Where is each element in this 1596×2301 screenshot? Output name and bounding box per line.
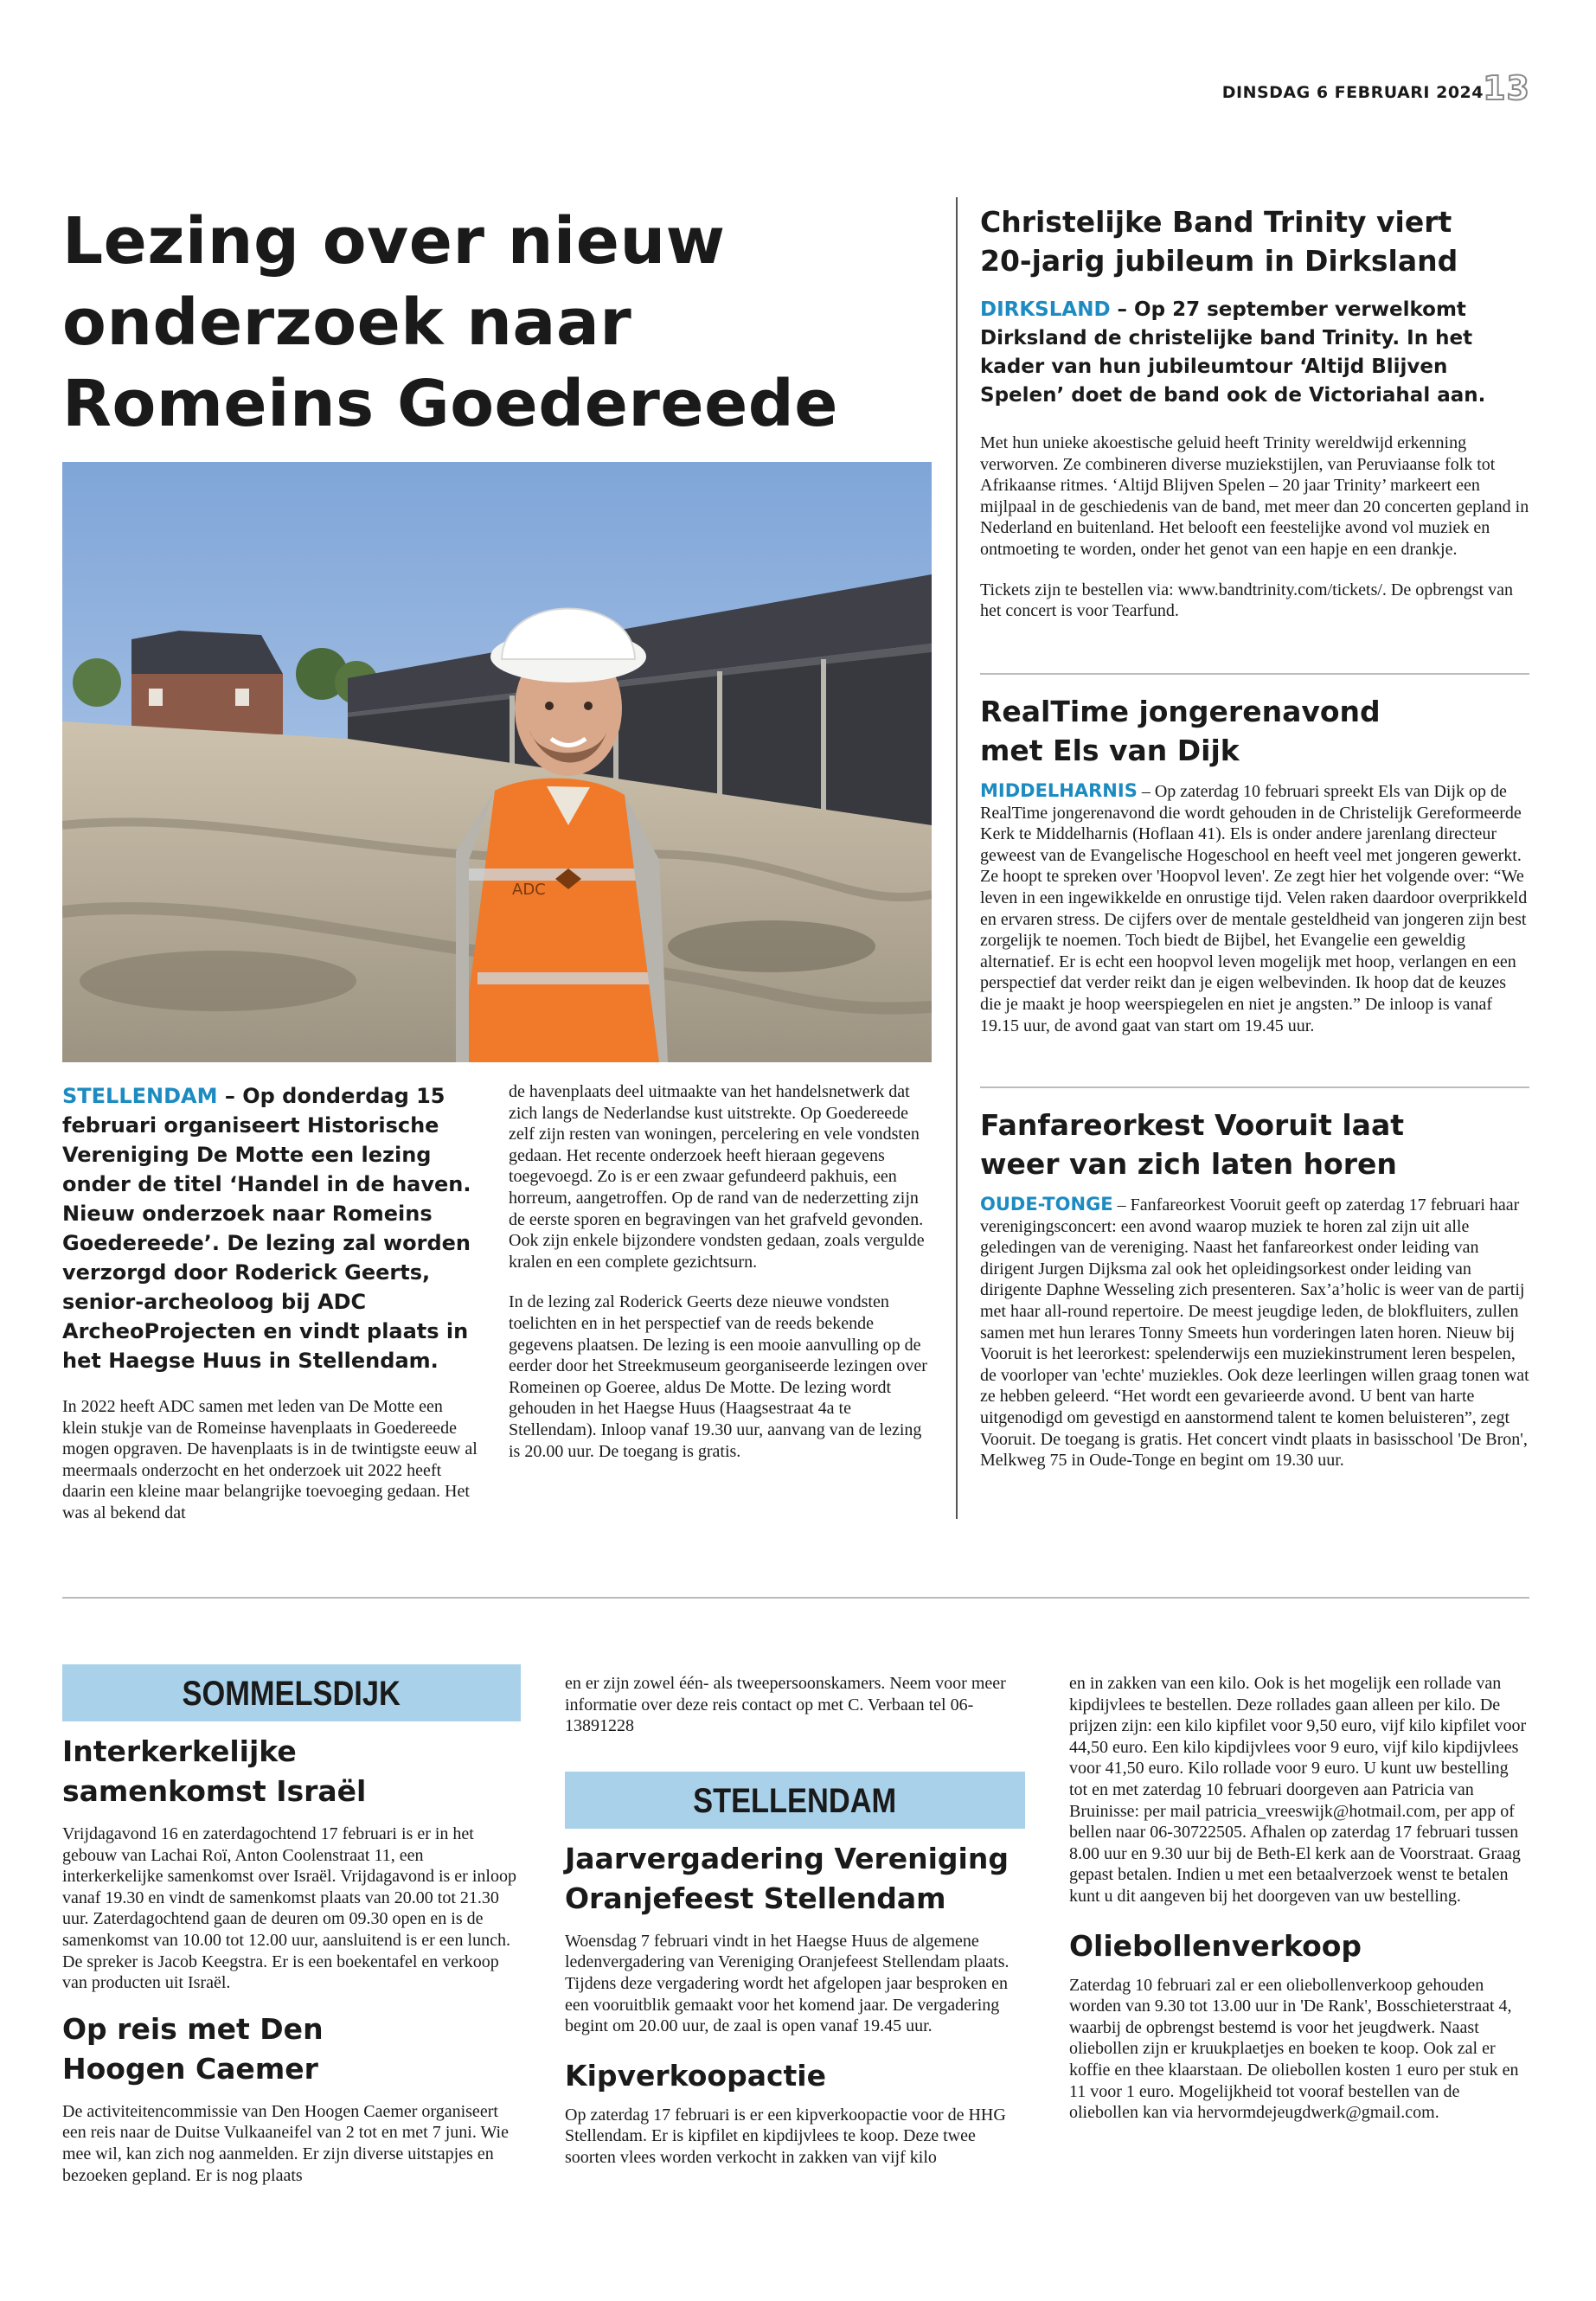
main-article-col2 xyxy=(509,1081,933,1462)
headline-line: weer van zich laten horen xyxy=(980,1147,1397,1181)
headline-line: Romeins Goedereede xyxy=(62,367,838,441)
headline-line: Oranjefeest Stellendam xyxy=(565,1881,946,1915)
kipverkoop-body: Op zaterdag 17 februari is er een kipverkoopactie voor de HHG Stellendam. Er is kipfilet en kipdijvlees te koop. Deze twee soorten vlees worden verkocht in zakken van vijf kilo xyxy=(565,2105,1006,2167)
jaarvergadering-headline xyxy=(565,1839,1025,1919)
oliebollen-body: Zaterdag 10 februari zal er een oliebollenverkoop gehouden worden van 9.30 tot 13.00 uur in 'De Rank', Bosschieterstraat 4, waarbij de opbrengst bestemd is voor het jeugdwerk. Naast oliebollen zijn er kruukplaetjes en boeken te koop. Ook zal er koffie en thee klaarstaan. De oliebollen kosten 1 euro per stuk en 11 voor 1 euro. Mogelijkheid tot vooraf bestellen van de oliebollen kan via hervormdejeugdwerk@gmail.com. xyxy=(1069,1975,1519,2123)
page-number: 13 xyxy=(1483,69,1530,107)
banner-label: STELLENDAM xyxy=(693,1781,897,1820)
headline-line: onderzoek naar xyxy=(62,285,632,360)
vooruit-headline xyxy=(980,1106,1529,1183)
trinity-lead: – Op 27 september verwelkomt Dirksland de christelijke band Trinity. In het kader van hun jubileumtour ‘Altijd Blijven Spelen’ doet de band ook de Victoriahal aan. xyxy=(980,298,1486,407)
israel-headline xyxy=(62,1732,521,1811)
dateline-stellendam: STELLENDAM xyxy=(62,1084,218,1108)
kipverkoop-body-cont: en in zakken van een kilo. Ook is het mogelijk een rollade van kipdijvlees te bestellen. Deze rollades gaan alleen per kilo. De prijzen zijn: een kilo kipfilet voor 9,50 euro, vijf kilo kipfilet voor 44,50 euro. Een kilo kipdijvlees voor 9 euro, vijf kilo kipdijvlees voor 41,50 euro. Kilo rollade voor 9 euro. U kunt uw bestelling tot en met zaterdag 10 februari doorgeven aan Patricia van Bruinisse: per mail patricia_vreeswijk@hotmail.com, per app of bellen naar 06-30722505. Afhalen op zaterdag 17 februari tussen 8.00 uur en 9.30 uur bij de Beth-El kerk aan de Voorstraat. Graag gepast betalen. Indien u met een betaalverzoek wenst te betalen kunt u dit aangeven bij het doorgeven van uw bestelling. xyxy=(1069,1674,1527,1906)
realtime-body: – Op zaterdag 10 februari spreekt Els van Dijk op de RealTime jongerenavond die wordt gehouden in de Christelijk Gereformeerde Kerk te Middelharnis (Hoflaan 41). Els is onder andere jarenlang directeur geweest van de Evangelische Hogeschool en heeft veel met jongeren gewerkt. Ze hoopt te spreken over 'Hoopvol leven'. Ze zegt hier het volgende over: “We leven in een ingewikkelde en onrustige tijd. Velen raken daardoor overprikkeld en ervaren stress. De cijfers over de mentale gesteldheid van jongeren zijn best zorgelijk te noemen. Toch biedt de Bijbel, het Evangelie een geweldig alternatief. Er is echt een hoopvol leven mogelijk met hoop, verlangen en een perspectief dat verder reikt dan je eigen welbevinden. Ik hoop dat de keuzes die je maakt je hoop weerspiegelen en niet je angsten.” De inloop is vanaf 19.15 uur, de avond gaat van start om 19.45 uur. xyxy=(980,782,1528,1035)
headline-line: RealTime jongerenavond xyxy=(980,695,1381,728)
stellendam-banner xyxy=(565,1772,1025,1829)
realtime-headline xyxy=(980,692,1529,770)
headline-line: Christelijke Band Trinity viert xyxy=(980,205,1452,239)
headline-line: Hoogen Caemer xyxy=(62,2051,318,2086)
reis-headline xyxy=(62,2009,521,2089)
headline-line: Op reis met Den xyxy=(62,2011,324,2046)
reis-body: De activiteitencommissie van Den Hoogen Caemer organiseert een reis naar de Duitse Vulkaaneifel van 2 tot en met 7 juni. Wie mee wil, kan zich nog aanmelden. Er zijn diverse uitstapjes en bezoeken gepland. Er is nog plaats xyxy=(62,2101,509,2185)
jaarvergadering-body: Woensdag 7 februari vindt in het Haegse Huus de algemene ledenvergadering van Vereniging Oranjefeest Stellendam plaats. Tijdens deze vergadering wordt het afgelopen jaar besproken en een vooruitblik gemaakt voor het komend jaar. De vergadering begint om 20.00 uur, de zaal is open vanaf 19.45 uur. xyxy=(565,1931,1010,2036)
headline-line: Lezing over nieuw xyxy=(62,204,726,279)
sommelsdijk-banner xyxy=(62,1664,521,1721)
headline-line: Interkerkelijke xyxy=(62,1734,297,1768)
oliebollen-headline: Oliebollenverkoop xyxy=(1069,1928,1362,1963)
article-separator xyxy=(980,1086,1529,1088)
vest-logo-text: ADC xyxy=(512,881,546,899)
bottom-col1 xyxy=(62,1664,521,2186)
main-body-col1: In 2022 heeft ADC samen met leden van De Motte een klein stukje van de Romeinse havenplaats in Goedereede mogen opgraven. De havenplaats is in de twintigste eeuw al meermaals onderzocht en het onderzoek uit 2022 heeft daarin een kleine maar belangrijke toevoeging gedaan. Het was al bekend dat xyxy=(62,1397,478,1522)
vooruit-body: – Fanfareorkest Vooruit geeft op zaterdag 17 februari haar verenigingsconcert: een avond waarop muziek te horen zal zijn uit alle geledingen van de vereniging. Naast het fanfareorkest onder leiding van dirigent Jurgen Dijksma zal ook het opleidingsorkest onder leiding van dirigente Daphne Wesseling zich presenteren. Sax’a’holic is weer van de partij met haar all-round repertoire. De meest jeugdige leden, de blokfluiters, zullen samen met hun lerares Tonny Smeets hun vorderingen laten horen. Nieuw bij Vooruit is het leerorkest: spelenderwijs een muziekinstrument leren bespelen, de voorloper van 'echte' muziekles. Ook deze leerlingen willen graag tonen wat ze hebben geleerd. “Het wordt een gevarieerde avond. U bent van harte uitgenodigd om gevestigd en aanstormend talent te komen beluisteren”, zegt Vooruit. De toegang is gratis. Het concert vindt plaats in basisschool 'De Bron', Melkweg 75 in Oude-Tonge en begint om 19.30 uur. xyxy=(980,1195,1529,1471)
lead-text: – Op donderdag 15 februari organiseert Historische Vereniging De Motte een lezing onder de titel ‘Handel in de haven. Nieuw onderzoek naar Romeins Goedereede’. De lezing zal worden verzorgd door Roderick Geerts, senior-archeoloog bij ADC ArcheoProjecten en vindt plaats in het Haegse Huus in Stellendam. xyxy=(62,1084,471,1373)
kipverkoop-headline: Kipverkoopactie xyxy=(565,2058,826,2093)
israel-body: Vrijdagavond 16 en zaterdagochtend 17 februari is er in het gebouw van Lachai Roï, Anton Coolenstraat 11, een interkerkelijke samenkomst over Israël. Vrijdagavond is er inloop vanaf 19.30 en vindt de samenkomst plaats van 20.00 tot 21.30 uur. Zaterdagochtend gaan de deuren om 09.30 open en is de samenkomst van 10.00 tot 12.00 uur, aansluitend is er een lunch. De spreker is Jacob Keegstra. Er is een boekentafel en verkoop van producten uit Israël. xyxy=(62,1824,516,1993)
main-body-col2-p1: de havenplaats deel uitmaakte van het handelsnetwerk dat zich langs de Nederlandse kust uitstrekte. Op Goedereede zelf zijn resten van woningen, percelering en vele vondsten gedaan. Het recente onderzoek heeft hieraan gegevens toegevoegd. Zo is er een zwaar gefundeerd pakhuis, een horreum, aangetroffen. Op de rand van de nederzetting zijn de eerste sporen en begravingen van het grafveld gevonden. Ook zijn enkele bijzondere vondsten gedaan, zoals vergulde kralen en een complete gezichtsurn. xyxy=(509,1082,925,1272)
dateline-oude-tonge: OUDE-TONGE xyxy=(980,1194,1113,1215)
dateline-dirksland: DIRKSLAND xyxy=(980,298,1111,321)
banner-label: SOMMELSDIJK xyxy=(182,1675,401,1713)
main-body-col2-p2: In de lezing zal Roderick Geerts deze nieuwe vondsten toelichten en in het perspectief van de reeds bekende gegevens plaatsen. De lezing is een mooie aanvulling op de eerder door het Streekmuseum georganiseerde lezingen over Romeinen op Goeree, aldus De Motte. De lezing wordt gehouden in het Haegse Huus (Haagsestraat 4a te Stellendam). Inloop vanaf 19.30 uur, aanvang van de lezing is 20.00 uur. De toegang is gratis. xyxy=(509,1292,927,1461)
article-separator xyxy=(980,673,1529,675)
vooruit-article xyxy=(980,1106,1529,1471)
column-divider xyxy=(956,197,958,1519)
trinity-article xyxy=(980,202,1529,622)
issue-date: DINSDAG 6 FEBRUARI 2024 xyxy=(1221,83,1484,102)
main-headline xyxy=(62,201,945,445)
headline-line: samenkomst Israël xyxy=(62,1774,367,1808)
main-article-lead xyxy=(62,1081,478,1524)
section-divider xyxy=(62,1597,1529,1599)
headline-line: Jaarvergadering Vereniging xyxy=(565,1841,1009,1875)
bottom-col2 xyxy=(565,1673,1025,2169)
reis-body-cont: en er zijn zowel één- als tweepersoonskamers. Neem voor meer informatie over deze reis contact op met C. Verbaan tel 06-13891228 xyxy=(565,1674,1006,1736)
headline-line: met Els van Dijk xyxy=(980,734,1240,767)
trinity-body-p2: Tickets zijn te bestellen via: www.bandtrinity.com/tickets/. De opbrengst van het concert is voor Tearfund. xyxy=(980,580,1513,621)
bottom-col3 xyxy=(1069,1673,1528,2124)
archaeologist-photo xyxy=(62,462,932,1062)
trinity-body-p1: Met hun unieke akoestische geluid heeft Trinity wereldwijd erkenning verworven. Ze combineren diverse muziekstijlen, van Peruviaanse folk tot Afrikaanse ritmes. ‘Altijd Blijven Spelen – 20 jaar Trinity’ markeert een mijlpaal in de geschiedenis van de band, met meer dan 20 concerten gepland in Nederland en buitenland. Het belooft een feestelijke avond vol muziek en ontmoeting te worden, onder het genot van een hapje en een drankje. xyxy=(980,433,1529,559)
realtime-article xyxy=(980,692,1529,1036)
dateline-middelharnis: MIDDELHARNIS xyxy=(980,780,1138,801)
trinity-headline xyxy=(980,202,1529,280)
headline-line: 20-jarig jubileum in Dirksland xyxy=(980,244,1458,278)
headline-line: Fanfareorkest Vooruit laat xyxy=(980,1108,1404,1142)
